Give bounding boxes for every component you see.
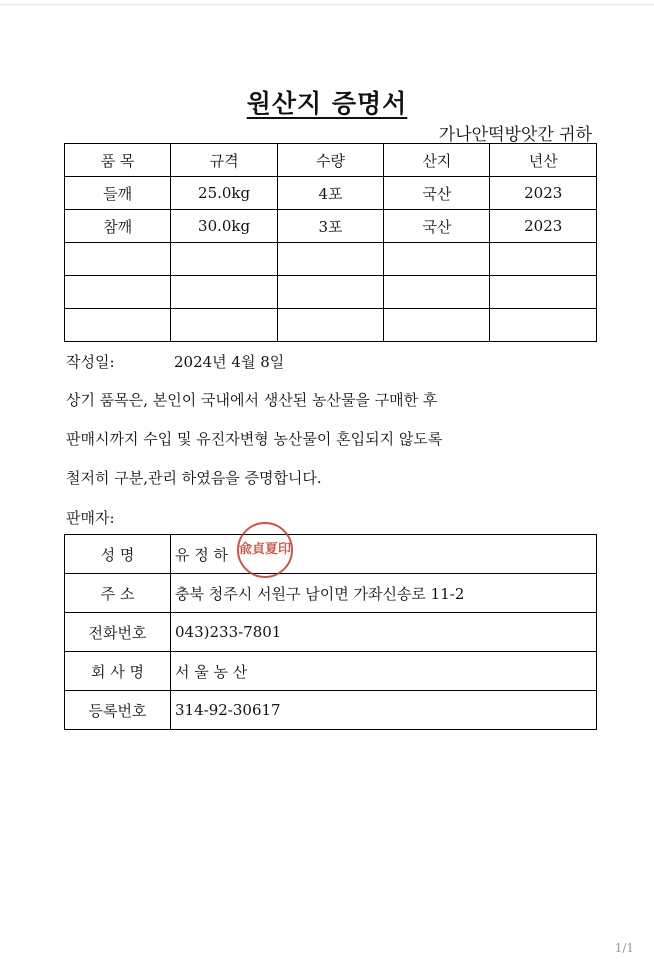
seller-company: 서 울 농 산 [171,652,597,691]
date-line [66,351,285,372]
cell-year [490,243,597,276]
table-row [65,652,597,691]
seller-address: 충북 청주시 서원구 남이면 가좌신송로 11-2 [171,574,597,613]
cell-item [65,276,171,309]
cell-year: 2023 [490,210,597,243]
cell-origin [384,276,490,309]
seller-key-registration: 등록번호 [65,691,171,730]
table-row [65,210,597,243]
statement-line-3: 철저히 구분,관리 하였음을 증명합니다. [66,469,322,487]
cell-spec [171,276,278,309]
seller-table [64,534,597,730]
recipient: 가나안떡방앗간 귀하 [438,125,592,145]
seller-name: 유 정 하 [171,535,597,574]
cell-origin [384,243,490,276]
header-spec: 규격 [171,144,278,177]
document-title: 원산지 증명서 [246,89,408,118]
table-row [65,691,597,730]
table-row [65,309,597,342]
header-origin: 산지 [384,144,490,177]
cell-item [65,309,171,342]
cell-year [490,309,597,342]
header-item: 품 목 [65,144,171,177]
cell-spec: 30.0kg [171,210,278,243]
date-label: 작성일: [66,353,115,371]
page-number: 1/1 [614,941,634,955]
cell-item: 참깨 [65,210,171,243]
seller-key-name: 성 명 [65,535,171,574]
cell-origin: 국산 [384,177,490,210]
items-table [64,143,597,342]
table-row [65,243,597,276]
cell-quantity: 3포 [277,210,383,243]
statement-line-2: 판매시까지 수입 및 유진자변형 농산물이 혼입되지 않도록 [66,430,443,448]
cell-quantity: 4포 [277,177,383,210]
cell-spec: 25.0kg [171,177,278,210]
cell-year: 2023 [490,177,597,210]
cell-origin: 국산 [384,210,490,243]
seller-phone: 043)233-7801 [171,613,597,652]
top-border [0,4,654,5]
table-row [65,177,597,210]
seller-registration: 314-92-30617 [171,691,597,730]
cell-quantity [277,309,383,342]
seal-stamp: 兪貞夏印 [237,522,293,578]
seller-key-phone: 전화번호 [65,613,171,652]
seller-key-company: 회 사 명 [65,652,171,691]
statement-line-1: 상기 품목은, 본인이 국내에서 생산된 농산물을 구매한 후 [66,391,438,409]
header-year: 년산 [490,144,597,177]
table-row [65,613,597,652]
cell-item: 들깨 [65,177,171,210]
date-value: 2024년 4월 8일 [174,353,285,371]
cell-year [490,276,597,309]
cell-quantity [277,243,383,276]
seller-label: 판매자: [66,509,115,527]
cell-spec [171,309,278,342]
items-header-row [65,144,597,177]
cell-quantity [277,276,383,309]
table-row [65,574,597,613]
table-row [65,276,597,309]
header-quantity: 수량 [277,144,383,177]
seller-key-address: 주 소 [65,574,171,613]
cell-origin [384,309,490,342]
cell-item [65,243,171,276]
cell-spec [171,243,278,276]
table-row [65,535,597,574]
